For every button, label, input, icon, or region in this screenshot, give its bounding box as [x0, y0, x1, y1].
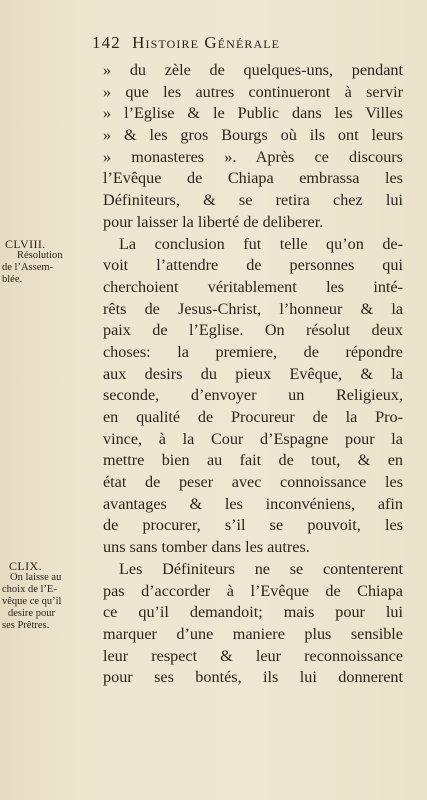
text-line: uns sans tomber dans les autres.	[103, 538, 310, 557]
text-line: » du zèle de quelques-uns, pendant	[103, 61, 403, 79]
text-line: » & les gros Bourgs où ils ont leurs	[103, 126, 403, 145]
text-line: marquer d’une maniere plus sensible	[103, 624, 403, 643]
margin-note-line: On laisse au	[10, 572, 62, 583]
text-line: ce qu’il demandoit; mais pour lui	[103, 603, 403, 622]
margin-note-line: ses Prêtres.	[2, 620, 50, 631]
text-line: pour ses bontés, ils lui donnerent	[103, 668, 403, 687]
text-line: rêts de Jesus-Christ, l’honneur & la	[103, 299, 403, 318]
margin-note	[2, 560, 104, 632]
running-title: Histoire Générale	[132, 33, 281, 52]
text-line: seconde, d’envoyer un Religieux,	[103, 386, 403, 405]
text-line: pas d’accorder à l’Evêque de Chiapa	[103, 581, 403, 600]
text-line: Les Définiteurs ne se contenterent	[119, 559, 403, 578]
text-line: Définiteurs, & se retira chez lui	[103, 191, 403, 210]
margin-note-line: desire pour	[8, 608, 55, 619]
margin-note-number: CLIX.	[9, 559, 42, 573]
page-header	[92, 33, 407, 53]
text-line: » monasteres ». Après ce discours	[103, 147, 403, 166]
margin-note	[2, 238, 104, 286]
text-line: aux desirs du pieux Evêque, & la	[103, 364, 403, 383]
text-line: en qualité de Procureur de la Pro-	[103, 408, 403, 426]
margin-note-line: Résolution	[17, 250, 63, 261]
text-line: » que les autres continueront à servir	[103, 82, 403, 101]
body-text	[103, 60, 403, 689]
margin-note-line: de l’Assem-	[2, 262, 54, 273]
text-line: cherchoient véritablement les inté-	[103, 277, 403, 296]
text-line: pour laisser la liberté de deliberer.	[103, 212, 324, 231]
text-line: mettre bien au fait de tout, & en	[103, 451, 403, 470]
text-line: choses: la premiere, de répondre	[103, 342, 403, 361]
margin-note-line: vêque ce qu’il	[2, 596, 62, 607]
margin-note-line: choix de l’E-	[2, 584, 57, 595]
text-line: de procurer, s’il se pouvoit, les	[103, 516, 403, 535]
text-line: avantages & les inconvéniens, afin	[103, 494, 403, 513]
text-line: voit l’attendre de personnes qui	[103, 256, 403, 275]
text-line: l’Evêque de Chiapa embrassa les	[103, 169, 403, 188]
page-number: 142	[92, 33, 121, 52]
text-line: état de peser avec connoissance les	[103, 473, 403, 492]
text-line: vince, à la Cour d’Espagne pour la	[103, 429, 403, 448]
text-line: La conclusion fut telle qu’on de-	[119, 234, 403, 253]
margin-note-number: CLVIII.	[5, 237, 46, 251]
margin-note-line: blée.	[2, 274, 23, 285]
text-line: leur respect & leur reconnoissance	[103, 646, 403, 665]
text-line: paix de l’Eglise. On résolut deux	[103, 321, 403, 340]
text-line: » l’Eglise & le Public dans les Villes	[103, 104, 403, 123]
